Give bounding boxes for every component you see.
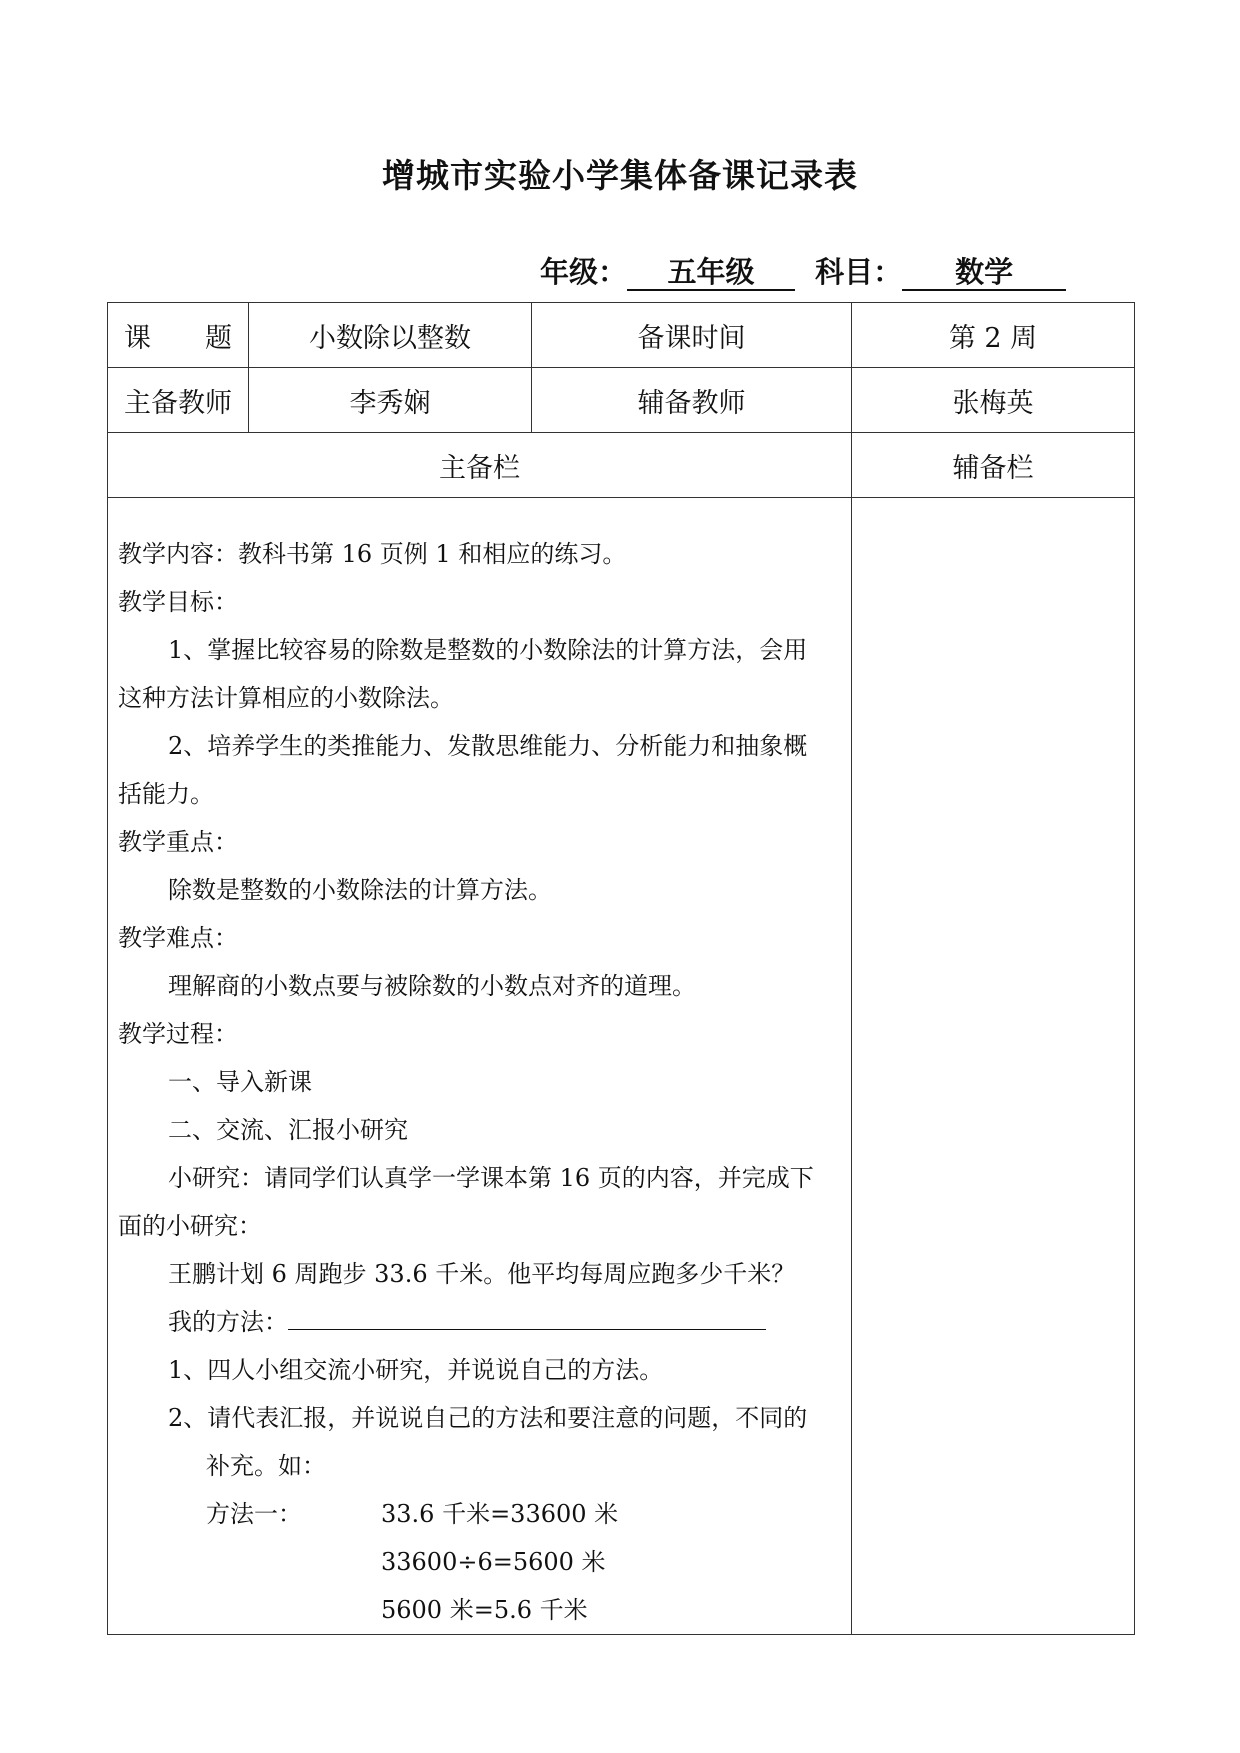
subject-label: 科目： bbox=[815, 255, 903, 289]
step-report-line2: 补充。如： bbox=[206, 1452, 326, 1480]
method-1-row bbox=[118, 1538, 841, 1586]
header-meta bbox=[540, 250, 1066, 291]
calc-line-3: 5600 米=5.6 千米 bbox=[381, 1596, 588, 1624]
calc-line-2: 33600÷6=5600 米 bbox=[381, 1548, 606, 1576]
my-method-label: 我的方法： bbox=[168, 1308, 288, 1336]
lesson-plan-text bbox=[108, 498, 851, 1634]
grade-label: 年级： bbox=[540, 255, 628, 289]
main-column-header: 主备栏 bbox=[108, 433, 852, 498]
method-1-row bbox=[118, 1586, 841, 1634]
spacer bbox=[206, 1538, 381, 1586]
key-point-text: 除数是整数的小数除法的计算方法。 bbox=[168, 876, 552, 904]
assist-content-cell bbox=[852, 498, 1135, 1635]
goal-2-line1: 2、培养学生的类推能力、发散思维能力、分析能力和抽象概 bbox=[168, 732, 808, 760]
record-table bbox=[107, 302, 1135, 1635]
process-step-1: 一、导入新课 bbox=[168, 1068, 312, 1096]
assist-teacher-label: 辅备教师 bbox=[532, 368, 852, 433]
step-report-line1: 2、请代表汇报，并说说自己的方法和要注意的问题，不同的 bbox=[168, 1404, 808, 1432]
page-title: 增城市实验小学集体备课记录表 bbox=[382, 156, 858, 195]
table-row bbox=[108, 498, 1135, 1635]
prep-time-value: 第 2 周 bbox=[852, 303, 1135, 368]
step-group-discussion: 1、四人小组交流小研究，并说说自己的方法。 bbox=[168, 1356, 664, 1384]
grade-value: 五年级 bbox=[627, 255, 795, 291]
goal-2-line2: 括能力。 bbox=[118, 780, 214, 808]
key-point-heading: 教学重点： bbox=[118, 828, 238, 856]
topic-value: 小数除以整数 bbox=[249, 303, 532, 368]
my-method-blank bbox=[288, 1299, 766, 1330]
subject-value: 数学 bbox=[902, 255, 1066, 291]
teaching-content: 教学内容：教科书第 16 页例 1 和相应的练习。 bbox=[118, 540, 627, 568]
goal-1-line2: 这种方法计算相应的小数除法。 bbox=[118, 684, 454, 712]
process-heading: 教学过程： bbox=[118, 1020, 238, 1048]
prep-time-label: 备课时间 bbox=[532, 303, 852, 368]
assist-column-header: 辅备栏 bbox=[852, 433, 1135, 498]
main-content-cell bbox=[108, 498, 852, 1635]
main-teacher-value: 李秀娴 bbox=[249, 368, 532, 433]
topic-label: 课 题 bbox=[108, 303, 249, 368]
spacer bbox=[206, 1586, 381, 1634]
table-row bbox=[108, 303, 1135, 368]
difficulty-heading: 教学难点： bbox=[118, 924, 238, 952]
process-step-2: 二、交流、汇报小研究 bbox=[168, 1116, 408, 1144]
method-1-label: 方法一： bbox=[206, 1500, 302, 1528]
calc-line-1: 33.6 千米=33600 米 bbox=[381, 1500, 619, 1528]
table-row bbox=[108, 368, 1135, 433]
teaching-goals-heading: 教学目标： bbox=[118, 588, 238, 616]
mini-study-line2: 面的小研究： bbox=[118, 1212, 262, 1240]
my-method-line bbox=[118, 1298, 841, 1346]
difficulty-text: 理解商的小数点要与被除数的小数点对齐的道理。 bbox=[168, 972, 696, 1000]
goal-1-line1: 1、掌握比较容易的除数是整数的小数除法的计算方法，会用 bbox=[168, 636, 808, 664]
problem-text: 王鹏计划 6 周跑步 33.6 千米。他平均每周应跑多少千米？ bbox=[168, 1260, 796, 1288]
main-teacher-label: 主备教师 bbox=[108, 368, 249, 433]
table-row bbox=[108, 433, 1135, 498]
mini-study-line1: 小研究：请同学们认真学一学课本第 16 页的内容，并完成下 bbox=[168, 1164, 814, 1192]
assist-teacher-value: 张梅英 bbox=[852, 368, 1135, 433]
method-1-row bbox=[118, 1490, 841, 1538]
